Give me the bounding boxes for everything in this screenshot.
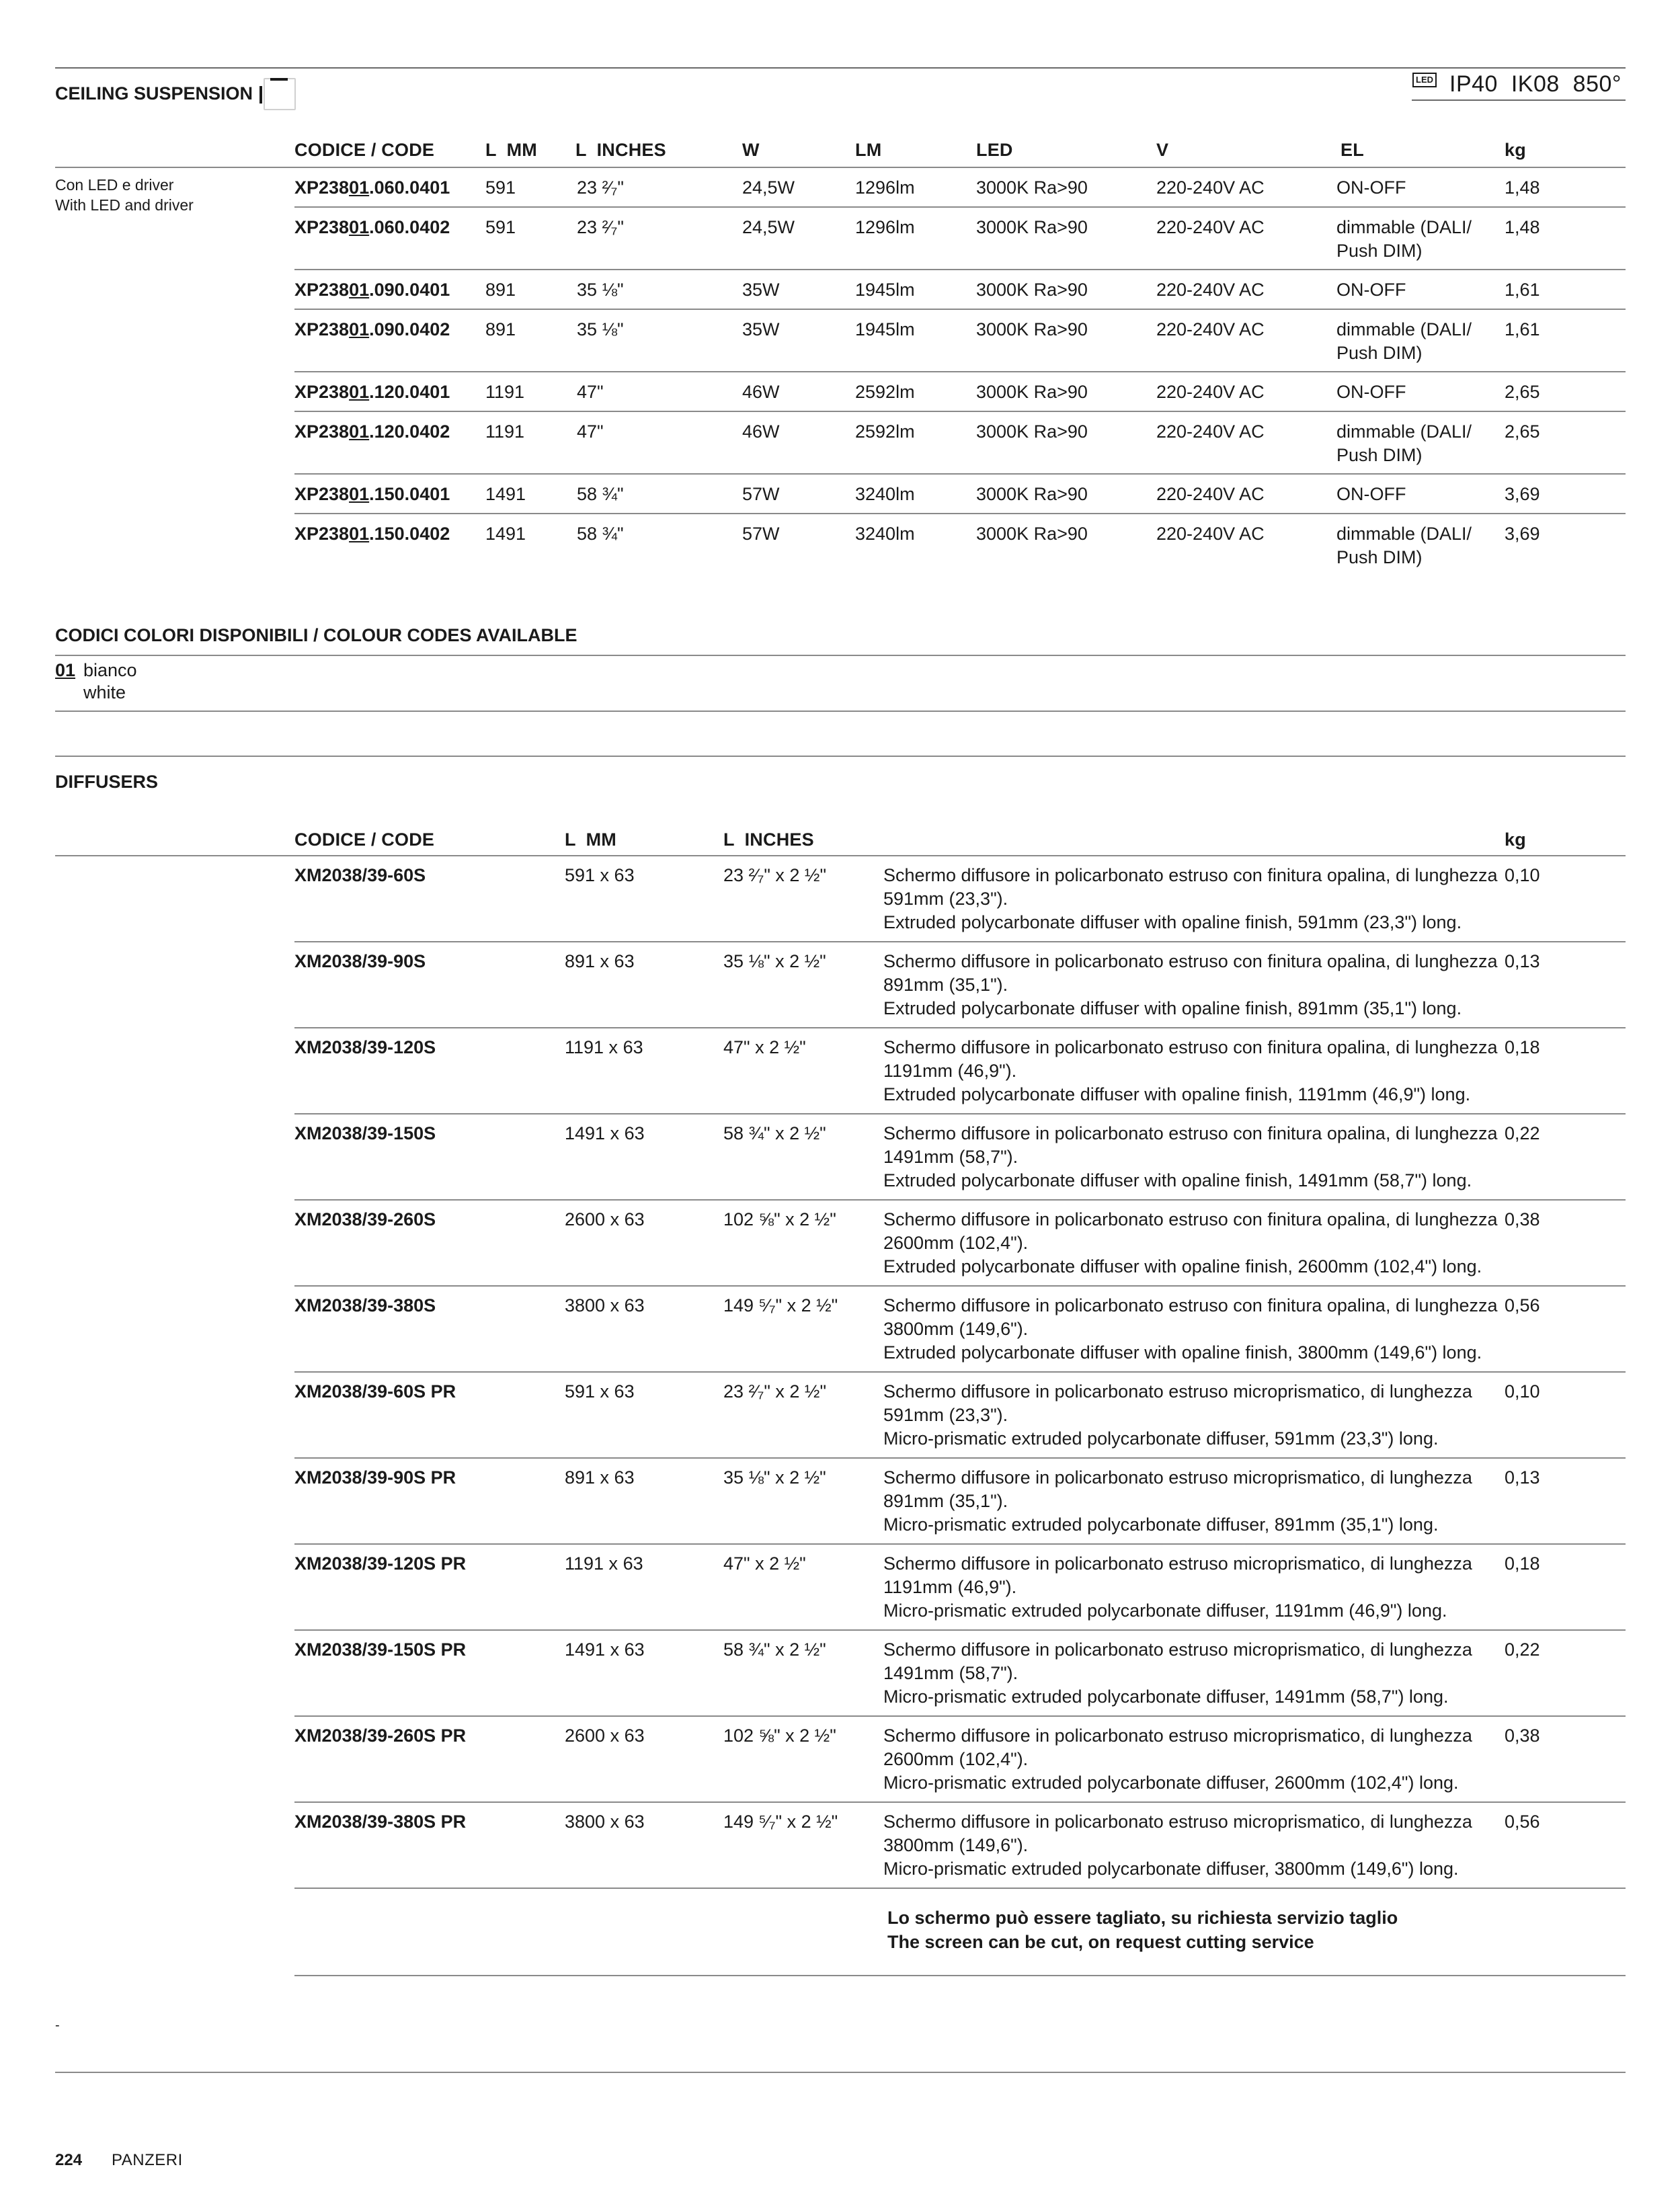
cell-desc-en: Extruded polycarbonate diffuser with opaline finish, 591mm (23,3") long. <box>883 912 1462 932</box>
cell-desc-it: Schermo diffusore in policarbonato estruso microprismatico, di lunghezza 1191mm (46,9"). <box>883 1553 1472 1597</box>
row-divider <box>294 1801 1626 1803</box>
cell-linches: 58 ¾" x 2 ½" <box>723 1639 826 1660</box>
diffusers-title: DIFFUSERS <box>55 772 159 792</box>
cell-linches: 58 ¾" <box>577 524 624 544</box>
product-code: XP23801.060.0402 <box>294 217 450 237</box>
cell-linches: 47" <box>577 382 604 402</box>
cell-lmm: 3800 x 63 <box>565 1295 645 1315</box>
cell-desc-it: Schermo diffusore in policarbonato estruso con finitura opalina, di lunghezza 1491mm (58,7"). <box>883 1123 1498 1167</box>
diffuser-code: XM2038/39-380S PR <box>294 1812 467 1832</box>
col-header-w: W <box>742 140 760 160</box>
cell-led: 3000K Ra>90 <box>976 217 1088 237</box>
cell-linches: 58 ¾" x 2 ½" <box>723 1123 826 1143</box>
row-divider <box>294 473 1626 475</box>
cell-desc-it: Schermo diffusore in policarbonato estruso microprismatico, di lunghezza 3800mm (149,6"). <box>883 1812 1472 1855</box>
cell-linches: 23 ²⁄₇" x 2 ½" <box>723 865 827 885</box>
cell-linches: 102 ⅝" x 2 ½" <box>723 1726 836 1746</box>
row-divider <box>294 206 1626 208</box>
cell-lmm: 1191 <box>485 382 525 402</box>
row-divider <box>294 309 1626 310</box>
col-header-lmm: L MM <box>485 140 537 160</box>
cell-lm: 2592lm <box>855 382 915 402</box>
cell-w: 35W <box>742 319 780 339</box>
cell-el: dimmable (DALI/ Push DIM) <box>1336 421 1472 465</box>
cutting-note-it: Lo schermo può essere tagliato, su richiesta servizio taglio <box>887 1908 1398 1928</box>
cell-lmm: 1191 x 63 <box>565 1037 643 1057</box>
cell-lm: 2592lm <box>855 421 915 442</box>
table-bottom-rule <box>294 1975 1626 1976</box>
cell-kg: 0,13 <box>1505 951 1540 971</box>
cell-lm: 1296lm <box>855 217 915 237</box>
cell-linches: 47" x 2 ½" <box>723 1037 806 1057</box>
brand-name: PANZERI <box>112 2151 183 2169</box>
cell-lmm: 2600 x 63 <box>565 1726 645 1746</box>
cell-el: ON-OFF <box>1336 382 1406 402</box>
product-code: XP23801.150.0402 <box>294 524 450 544</box>
cell-lmm: 1191 <box>485 421 525 442</box>
cell-led: 3000K Ra>90 <box>976 177 1088 198</box>
cell-v: 220-240V AC <box>1156 484 1265 504</box>
product-code: XP23801.120.0402 <box>294 421 450 442</box>
led-icon: LED <box>1412 73 1437 87</box>
cell-el: ON-OFF <box>1336 484 1406 504</box>
cell-desc-en: Micro-prismatic extruded polycarbonate diffuser, 3800mm (149,6") long. <box>883 1859 1459 1879</box>
cell-w: 35W <box>742 280 780 300</box>
cell-lmm: 891 <box>485 319 516 339</box>
diffuser-code: XM2038/39-260S <box>294 1209 436 1229</box>
page-number: 224 <box>55 2151 83 2169</box>
section-title: CEILING SUSPENSION <box>55 83 253 104</box>
cell-kg: 1,61 <box>1505 280 1540 300</box>
row-divider <box>294 411 1626 412</box>
row-divider <box>294 1543 1626 1545</box>
cell-desc-en: Micro-prismatic extruded polycarbonate diffuser, 1491mm (58,7") long. <box>883 1687 1449 1707</box>
cell-linches: 23 ²⁄₇" x 2 ½" <box>723 1381 827 1402</box>
col-header-code: CODICE / CODE <box>294 140 435 160</box>
col-header-el: EL <box>1341 140 1364 160</box>
cell-v: 220-240V AC <box>1156 382 1265 402</box>
cell-desc-it: Schermo diffusore in policarbonato estruso con finitura opalina, di lunghezza 2600mm (102,4"). <box>883 1209 1498 1253</box>
diffuser-code: XM2038/39-380S <box>294 1295 436 1315</box>
row-divider <box>294 1027 1626 1028</box>
product-code: XP23801.090.0401 <box>294 280 450 300</box>
cell-desc-en: Micro-prismatic extruded polycarbonate diffuser, 2600mm (102,4") long. <box>883 1773 1459 1793</box>
cell-w: 24,5W <box>742 217 795 237</box>
cell-kg: 1,48 <box>1505 217 1540 237</box>
cell-linches: 58 ¾" <box>577 484 624 504</box>
row-divider <box>294 1888 1626 1889</box>
cell-kg: 3,69 <box>1505 484 1540 504</box>
col-header-kg: kg <box>1505 140 1526 160</box>
cell-linches: 149 ⁵⁄₇" x 2 ½" <box>723 1812 838 1832</box>
cell-v: 220-240V AC <box>1156 177 1265 198</box>
cell-desc-it: Schermo diffusore in policarbonato estruso con finitura opalina, di lunghezza 3800mm (149,6"). <box>883 1295 1498 1339</box>
cell-linches: 47" x 2 ½" <box>723 1553 806 1574</box>
cell-linches: 102 ⅝" x 2 ½" <box>723 1209 836 1229</box>
cell-el: dimmable (DALI/ Push DIM) <box>1336 217 1472 261</box>
side-label-en: With LED and driver <box>55 196 194 214</box>
cell-linches: 35 ⅛" x 2 ½" <box>723 1467 826 1488</box>
cell-lm: 1945lm <box>855 319 915 339</box>
col-header-v: V <box>1156 140 1169 160</box>
cell-kg: 0,22 <box>1505 1639 1540 1660</box>
cell-kg: 1,61 <box>1505 319 1540 339</box>
cell-lmm: 891 x 63 <box>565 951 635 971</box>
cell-v: 220-240V AC <box>1156 217 1265 237</box>
product-code: XP23801.150.0401 <box>294 484 450 504</box>
col-header-linches: L INCHES <box>575 140 666 160</box>
cell-lmm: 591 <box>485 217 516 237</box>
row-divider <box>294 941 1626 942</box>
cell-v: 220-240V AC <box>1156 280 1265 300</box>
diffuser-code: XM2038/39-90S <box>294 951 426 971</box>
cell-desc-it: Schermo diffusore in policarbonato estruso con finitura opalina, di lunghezza 591mm (23,3"). <box>883 865 1498 909</box>
cell-linches: 149 ⁵⁄₇" x 2 ½" <box>723 1295 838 1315</box>
cell-desc-en: Extruded polycarbonate diffuser with opaline finish, 2600mm (102,4") long. <box>883 1256 1482 1276</box>
cell-kg: 2,65 <box>1505 421 1540 442</box>
cell-desc-it: Schermo diffusore in policarbonato estruso con finitura opalina, di lunghezza 891mm (35,1"). <box>883 951 1498 995</box>
cell-desc-it: Schermo diffusore in policarbonato estruso con finitura opalina, di lunghezza 1191mm (46,9"). <box>883 1037 1498 1081</box>
cell-kg: 0,38 <box>1505 1726 1540 1746</box>
row-divider <box>294 1457 1626 1459</box>
table-rule <box>55 167 1626 168</box>
cell-desc-en: Extruded polycarbonate diffuser with opaline finish, 1491mm (58,7") long. <box>883 1170 1472 1190</box>
diffuser-code: XM2038/39-260S PR <box>294 1726 467 1746</box>
cell-kg: 0,22 <box>1505 1123 1540 1143</box>
diffuser-code: XM2038/39-60S <box>294 865 426 885</box>
cell-kg: 0,56 <box>1505 1812 1540 1832</box>
cell-el: dimmable (DALI/ Push DIM) <box>1336 524 1472 567</box>
cell-led: 3000K Ra>90 <box>976 382 1088 402</box>
row-divider <box>294 513 1626 514</box>
ceiling-suspension-icon <box>264 78 296 110</box>
row-divider <box>294 1715 1626 1717</box>
col-header-lmm: L MM <box>565 829 616 850</box>
header-rule <box>1412 99 1626 101</box>
row-divider <box>294 1371 1626 1373</box>
cell-desc-it: Schermo diffusore in policarbonato estruso microprismatico, di lunghezza 591mm (23,3"). <box>883 1381 1472 1425</box>
diffuser-code: XM2038/39-120S <box>294 1037 436 1057</box>
cell-desc-en: Extruded polycarbonate diffuser with opaline finish, 3800mm (149,6") long. <box>883 1342 1482 1363</box>
row-divider <box>294 371 1626 372</box>
cell-led: 3000K Ra>90 <box>976 319 1088 339</box>
cell-desc-it: Schermo diffusore in policarbonato estruso microprismatico, di lunghezza 2600mm (102,4"). <box>883 1726 1472 1769</box>
cell-lmm: 1491 x 63 <box>565 1123 645 1143</box>
cell-w: 57W <box>742 524 780 544</box>
cell-kg: 0,13 <box>1505 1467 1540 1488</box>
row-divider <box>294 1113 1626 1114</box>
colour-code: 01 <box>55 660 76 680</box>
cell-lm: 1945lm <box>855 280 915 300</box>
row-divider <box>294 1199 1626 1201</box>
cell-lmm: 591 x 63 <box>565 1381 635 1402</box>
cell-w: 57W <box>742 484 780 504</box>
cell-el: dimmable (DALI/ Push DIM) <box>1336 319 1472 363</box>
cell-w: 46W <box>742 421 780 442</box>
colour-rule-bottom <box>55 711 1626 712</box>
cell-linches: 47" <box>577 421 604 442</box>
pipe-divider <box>259 86 262 104</box>
cell-w: 24,5W <box>742 177 795 198</box>
cell-kg: 0,56 <box>1505 1295 1540 1315</box>
cell-el: ON-OFF <box>1336 280 1406 300</box>
cell-lmm: 1191 x 63 <box>565 1553 643 1574</box>
diffuser-code: XM2038/39-90S PR <box>294 1467 456 1488</box>
product-code: XP23801.060.0401 <box>294 177 450 198</box>
cell-led: 3000K Ra>90 <box>976 484 1088 504</box>
col-header-lm: LM <box>855 140 882 160</box>
colour-rule-top <box>55 655 1626 656</box>
side-label-it: Con LED e driver <box>55 176 174 194</box>
cell-lm: 3240lm <box>855 484 915 504</box>
colour-name-en: white <box>83 682 126 702</box>
cell-led: 3000K Ra>90 <box>976 524 1088 544</box>
cell-kg: 2,65 <box>1505 382 1540 402</box>
product-code: XP23801.120.0401 <box>294 382 450 402</box>
cell-lmm: 1491 <box>485 524 526 544</box>
product-code: XP23801.090.0402 <box>294 319 450 339</box>
cell-lmm: 591 <box>485 177 516 198</box>
col-header-kg: kg <box>1505 829 1526 850</box>
cell-led: 3000K Ra>90 <box>976 421 1088 442</box>
cell-lmm: 1491 x 63 <box>565 1639 645 1660</box>
diffusers-rule-top <box>55 756 1626 757</box>
top-rule <box>55 67 1626 69</box>
diffuser-code: XM2038/39-60S PR <box>294 1381 456 1402</box>
cell-v: 220-240V AC <box>1156 524 1265 544</box>
colour-codes-title: CODICI COLORI DISPONIBILI / COLOUR CODES AVAILABLE <box>55 625 577 645</box>
cell-desc-en: Extruded polycarbonate diffuser with opaline finish, 891mm (35,1") long. <box>883 998 1462 1018</box>
row-divider <box>294 1285 1626 1287</box>
cell-linches: 23 ²⁄₇" <box>577 177 624 198</box>
cell-w: 46W <box>742 382 780 402</box>
col-header-led: LED <box>976 140 1013 160</box>
diffuser-code: XM2038/39-150S PR <box>294 1639 467 1660</box>
footer-rule <box>55 2072 1626 2073</box>
cell-lmm: 1491 <box>485 484 526 504</box>
cell-lmm: 591 x 63 <box>565 865 635 885</box>
cell-lm: 3240lm <box>855 524 915 544</box>
diffuser-code: XM2038/39-150S <box>294 1123 436 1143</box>
ratings-badge: IP40 IK08 850° <box>1449 71 1622 97</box>
cell-el: ON-OFF <box>1336 177 1406 198</box>
col-header-code: CODICE / CODE <box>294 829 435 850</box>
cell-lm: 1296lm <box>855 177 915 198</box>
colour-name-it: bianco <box>83 660 137 680</box>
cell-kg: 0,10 <box>1505 1381 1540 1402</box>
row-divider <box>294 269 1626 270</box>
cell-desc-en: Micro-prismatic extruded polycarbonate diffuser, 1191mm (46,9") long. <box>883 1600 1447 1621</box>
cell-desc-en: Micro-prismatic extruded polycarbonate diffuser, 891mm (35,1") long. <box>883 1514 1439 1535</box>
diffuser-code: XM2038/39-120S PR <box>294 1553 467 1574</box>
cell-lmm: 891 x 63 <box>565 1467 635 1488</box>
cell-lmm: 2600 x 63 <box>565 1209 645 1229</box>
table-rule <box>55 855 1626 856</box>
cell-kg: 0,18 <box>1505 1553 1540 1574</box>
cell-linches: 35 ⅛" x 2 ½" <box>723 951 826 971</box>
cell-led: 3000K Ra>90 <box>976 280 1088 300</box>
cell-v: 220-240V AC <box>1156 421 1265 442</box>
cell-linches: 23 ²⁄₇" <box>577 217 624 237</box>
cell-lmm: 3800 x 63 <box>565 1812 645 1832</box>
cell-kg: 3,69 <box>1505 524 1540 544</box>
cell-desc-en: Micro-prismatic extruded polycarbonate diffuser, 591mm (23,3") long. <box>883 1428 1439 1449</box>
cell-kg: 1,48 <box>1505 177 1540 198</box>
stray-dash: - <box>55 2018 60 2033</box>
cell-linches: 35 ⅛" <box>577 280 624 300</box>
cell-kg: 0,18 <box>1505 1037 1540 1057</box>
cell-desc-en: Extruded polycarbonate diffuser with opaline finish, 1191mm (46,9") long. <box>883 1084 1471 1104</box>
cell-v: 220-240V AC <box>1156 319 1265 339</box>
col-header-linches: L INCHES <box>723 829 814 850</box>
cell-linches: 35 ⅛" <box>577 319 624 339</box>
cell-desc-it: Schermo diffusore in policarbonato estruso microprismatico, di lunghezza 891mm (35,1"). <box>883 1467 1472 1511</box>
cutting-note-en: The screen can be cut, on request cutting service <box>887 1932 1314 1952</box>
cell-desc-it: Schermo diffusore in policarbonato estruso microprismatico, di lunghezza 1491mm (58,7"). <box>883 1639 1472 1683</box>
cell-kg: 0,10 <box>1505 865 1540 885</box>
cell-lmm: 891 <box>485 280 516 300</box>
row-divider <box>294 1629 1626 1631</box>
cell-kg: 0,38 <box>1505 1209 1540 1229</box>
